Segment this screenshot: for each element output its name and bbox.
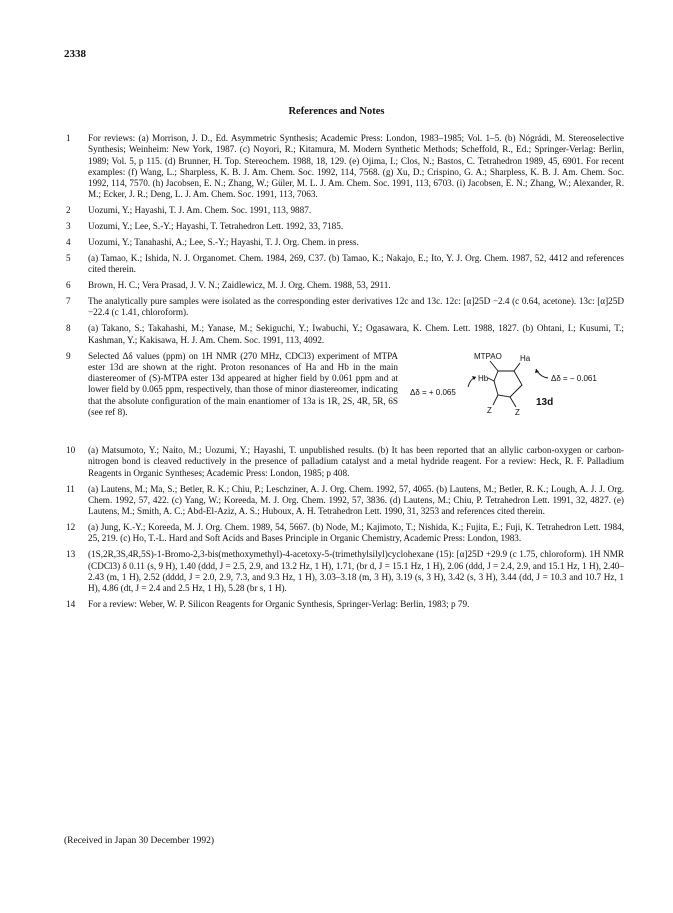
reference-text: (a) Takano, S.; Takahashi, M.; Yanase, M.; Sekiguchi, Y.; Iwabuchi, Y.; Ogasawara, K. Chem. Lett. 1988, 1827. (b) Ohtani, I.; Kusumi, T.; Kashman, Y.; Kakisawa, H. J. Am. Chem. Soc. 1991, 113, 4092. [88,323,624,345]
reference-item [64,133,624,201]
bond-line [488,378,494,381]
reference-number: 8 [66,323,71,334]
reference-text: For a review: Weber, W. P. Silicon Reagents for Organic Synthesis, Springer-Verlag: Berlin, 1983; p 79. [88,599,470,610]
reference-item [64,549,624,594]
reference-number: 2 [66,205,71,216]
reference-item [64,221,624,232]
reference-text: (1S,2R,3S,4R,5S)-1-Bromo-2,3-bis(methoxymethyl)-4-acetoxy-5-(trimethylsilyl)cyclohexane (15): [α]25D +29.9 (c 1.75, chloroform). 1H NMR (CDCl3) δ 0.11 (s, 9 H), 1.40 (ddd, J = 2.5, 2.9, and 13.2 Hz, 1 H), 1.71, (br d, J = 15.1 Hz, 1 H), 2.06 (ddd, J = 2.4, 2.9, and 15.1 Hz, 1 H), 2.40–2.43 (m, 1 H), 2.52 (dddd, J = 2.0, 2.9, 7.3, and 9.3 Hz, 1 H), 3.03–3.18 (m, 3 H), 3.19 (s, 3 H), 3.42 (s, 3 H), 3.44 (dd, J = 10.3 and 10.7 Hz, 1 H), 4.86 (dt, J = 2.4 and 2.5 Hz, 1 H), 5.28 (br s, 1 H). [88,549,624,594]
reference-item [64,351,624,441]
reference-item [64,522,624,545]
reference-text: Brown, H. C.; Vera Prasad, J. V. N.; Zaidlewicz, M. J. Org. Chem. 1988, 53, 2911. [88,280,391,291]
section-title: References and Notes [288,106,385,117]
structure-drawing [398,351,628,441]
arrow-ha-icon [536,369,548,378]
reference-text: Selected Δδ values (ppm) on 1H NMR (270 MHz, CDCl3) experiment of MTPA ester 13d are shown at the right. Proton resonances of Ha and Hb in the main diastereomer of (S)-MTPA ester 13d appeared at higher field by 0.061 ppm and at lower field by 0.065 ppm, respectively, than those of minor diastereomer, indicating that the absolute configuration of the main enantiomer of 13a is 1R, 2S, 4R, 5R, 6S (see ref 8). [88,350,398,417]
reference-item [64,599,624,610]
reference-item [64,205,624,216]
reference-text: (a) Matsumoto, Y.; Naito, M.; Uozumi, Y.; Hayashi, T. unpublished results. (b) It has been reported that an allylic carbon-oxygen or carbon-nitrogen bond is cleaved reductively in the presence of palladium catalyst and a metal hydride reagent. For a review: Heck, R. F. Palladium Reagents in Organic Syntheses; Academic Press: London, 1985; p 408. [88,445,624,478]
reference-number: 14 [66,599,76,610]
hb-label: Hb [478,373,489,383]
reference-number: 6 [66,280,71,291]
bond-line [510,397,516,407]
bond-line [490,361,498,371]
delta-ha-label: Δδ = − 0.061 [551,373,597,383]
ring-shape [494,371,522,397]
reference-item [64,280,624,291]
reference-text: Uozumi, Y.; Hayashi, T. J. Am. Chem. Soc. 1991, 113, 9887. [88,205,312,216]
compound-label: 13d [536,396,554,408]
references-list [64,133,624,615]
bond-line [493,395,498,405]
reference-number: 4 [66,237,71,248]
reference-item [64,484,624,518]
bond-line [514,363,520,371]
reference-text: (a) Jung, K.-Y.; Koreeda, M. J. Org. Chem. 1989, 54, 5667. (b) Node, M.; Kajimoto, T.; Nishida, K.; Fujita, E.; Fuji, K. Tetrahedron Lett. 1984, 25, 219. (c) Ho, T.-L. Hard and Soft Acids and Bases Principle in Organic Chemistry, Academic Press: London, 1983. [88,522,624,544]
reference-text: For reviews: (a) Morrison, J. D., Ed. Asymmetric Synthesis; Academic Press: London, 1983–1985; Vol. 1–5. (b) Nógrádi, M. Stereoselective Synthesis; Weinheim: New York, 1987. (c) Noyori, R.; Kitamura, M. Modern Synthetic Methods; Scheffold, R., Ed.; Springer-Verlag: Berlin, 1989; Vol. 5, p 115. (d) Brunner, H. Top. Stereochem. 1988, 18, 129. (e) Ojima, I.; Clos, N.; Bastos, C. Tetrahedron 1989, 45, 6901. For recent examples: (f) Wang, L.; Sharpless, K. B. J. Am. Chem. Soc. 1992, 114, 7568. (g) Xu, D.; Crispino, G. A.; Sharpless, K. B. J. Am. Chem. Soc. 1992, 114, 7570. (h) Jacobsen, E. N.; Zhang, W.; Güler, M. L. J. Am. Chem. Soc. 1991, 113, 6703. (i) Jacobsen, E. N.; Zhang, W.; Alexander, R. M.; Ecker, J. R.; Deng, L. J. Am. Chem. Soc. 1991, 113, 7063. [88,133,624,200]
reference-number: 7 [66,296,71,307]
reference-number: 13 [66,549,76,560]
delta-hb-label: Δδ = + 0.065 [410,387,456,397]
reference-text: (a) Tamao, K.; Ishida, N. J. Organomet. Chem. 1984, 269, C37. (b) Tamao, K.; Nakajo, E.; Ito, Y. J. Org. Chem. 1987, 52, 4412 and references cited therein. [88,253,624,275]
mtpao-label: MTPAO [474,351,502,361]
reference-item [64,253,624,276]
reference-item [64,323,624,346]
ha-label: Ha [520,353,531,363]
reference-text: The analytically pure samples were isolated as the corresponding ester derivatives 12c and 13c. 12c: [α]25D −2.4 (c 0.64, acetone). 13c: [α]25D −22.4 (c 1.41, chloroform). [88,296,624,318]
z-left-label: Z [487,405,492,415]
reference-number: 3 [66,221,71,232]
reference-number: 5 [66,253,71,264]
reference-item [64,296,624,319]
mtpa-ester-figure [398,351,628,441]
reference-number: 11 [66,483,75,494]
reference-number: 1 [66,133,71,143]
reference-text: Uozumi, Y.; Tanahashi, A.; Lee, S.-Y.; Hayashi, T. J. Org. Chem. in press. [88,237,359,248]
page-number: 2338 [64,48,86,60]
z-right-label: Z [515,407,520,417]
reference-item [64,445,624,479]
reference-item [64,237,624,248]
reference-number: 10 [66,445,76,456]
received-date: (Received in Japan 30 December 1992) [64,836,215,846]
reference-text: (a) Lautens, M.; Ma, S.; Betler, R. K.; Chiu, P.; Leschziner, A. J. Org. Chem. 1992, 57, 4065. (b) Lautens, M.; Betler, R. K.; Lough, A. J. J. Org. Chem. 1992, 57, 422. (c) Yang, W.; Koreeda, M. J. Org. Chem. 1992, 57, 3836. (d) Lautens, M.; Chiu, P. Tetrahedron Lett. 1991, 32, 4827. (e) Lautens, M.; Smith, A. C.; Abd-El-Aziz, A. S.; Huboux, A. H. Tetrahedron Lett. 1990, 31, 3253 and references cited therein. [88,483,624,517]
reference-number: 9 [66,350,71,361]
reference-number: 12 [66,522,76,533]
reference-text: Uozumi, Y.; Lee, S.-Y.; Hayashi, T. Tetrahedron Lett. 1992, 33, 7185. [88,221,344,232]
